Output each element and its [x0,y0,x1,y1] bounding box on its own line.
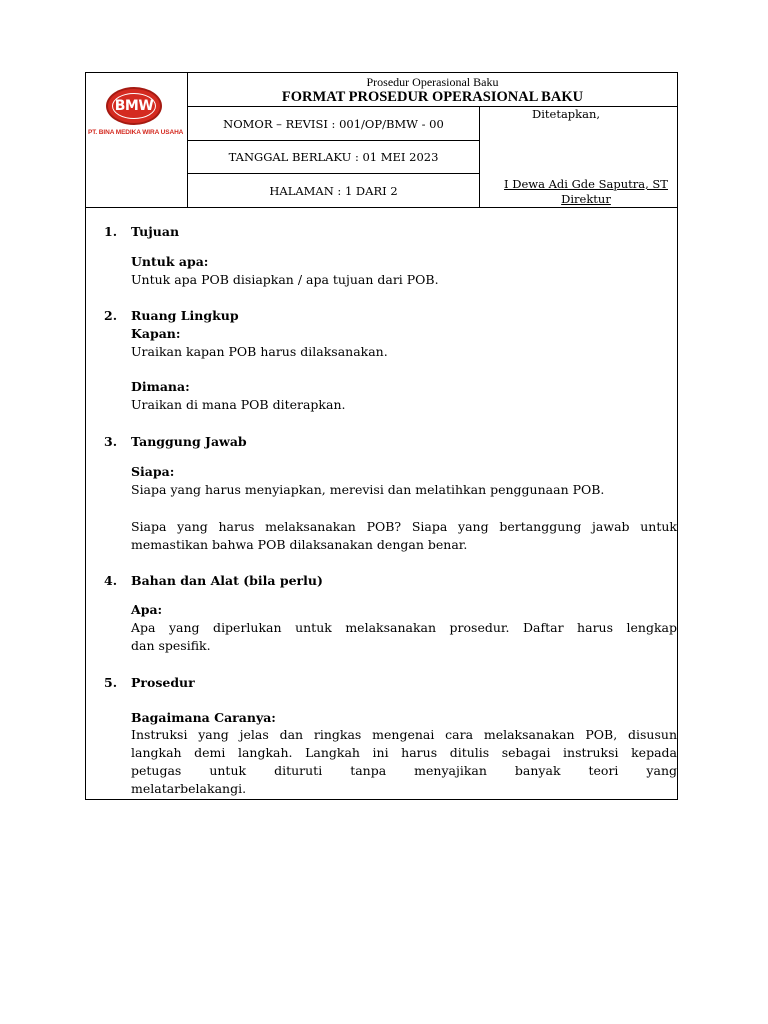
section-number: 1. [104,224,118,239]
paragraph: langkah demi langkah. Langkah ini harus ditulis sebagai instruksi kepada [131,745,677,760]
sub-heading: Kapan: [131,326,181,341]
sub-heading: Dimana: [131,379,190,394]
document-frame [85,72,678,800]
section-title: Ruang Lingkup [131,308,239,323]
paragraph: petugas untuk dituruti tanpa menyajikan banyak teori yang [131,763,677,778]
paragraph: Siapa yang harus melaksanakan POB? Siapa yang bertanggung jawab untuk [131,519,677,534]
document-subtitle: Prosedur Operasional Baku [366,75,499,89]
paragraph: Instruksi yang jelas dan ringkas mengenai cara melaksanakan POB, disusun [131,727,677,742]
section-title: Tanggung Jawab [131,434,247,449]
paragraph: memastikan bahwa POB dilaksanakan dengan benar. [131,537,468,552]
logo-cell [86,73,188,207]
nomor-revisi: NOMOR – REVISI : 001/OP/BMW - 00 [188,107,480,141]
ditetapkan-label: Ditetapkan, [532,107,601,121]
section-number: 3. [104,434,118,449]
document-title: FORMAT PROSEDUR OPERASIONAL BAKU [281,89,584,105]
paragraph: melatarbelakangi. [131,781,247,796]
halaman: HALAMAN : 1 DARI 2 [188,174,480,207]
logo-text: BMW [114,98,154,114]
sub-heading: Apa: [131,602,163,617]
approval-cell [480,107,677,207]
header-table [86,73,677,208]
sub-heading: Untuk apa: [131,254,209,269]
tanggal-berlaku: TANGGAL BERLAKU : 01 MEI 2023 [188,141,480,174]
title-row [188,73,677,107]
section-number: 5. [104,675,118,690]
section-title: Tujuan [131,224,180,239]
logo-caption: PT. BINA MEDIKA WIRA USAHA [88,129,184,136]
paragraph: Siapa yang harus menyiapkan, merevisi dan melatihkan penggunaan POB. [131,482,605,497]
paragraph: Untuk apa POB disiapkan / apa tujuan dari POB. [131,272,439,287]
signer-name: I Dewa Adi Gde Saputra, ST [504,177,668,191]
sub-heading: Siapa: [131,464,175,479]
signer-role: Direktur [561,192,611,206]
paragraph: Uraikan di mana POB diterapkan. [131,397,346,412]
section-title: Prosedur [131,675,195,690]
paragraph: dan spesifik. [131,638,211,653]
section-title: Bahan dan Alat (bila perlu) [131,573,323,588]
paragraph: Uraikan kapan POB harus dilaksanakan. [131,344,388,359]
section-number: 2. [104,308,118,323]
paragraph: Apa yang diperlukan untuk melaksanakan prosedur. Daftar harus lengkap [131,620,677,635]
section-number: 4. [104,573,118,588]
sub-heading: Bagaimana Caranya: [131,710,276,725]
company-logo [106,87,162,125]
